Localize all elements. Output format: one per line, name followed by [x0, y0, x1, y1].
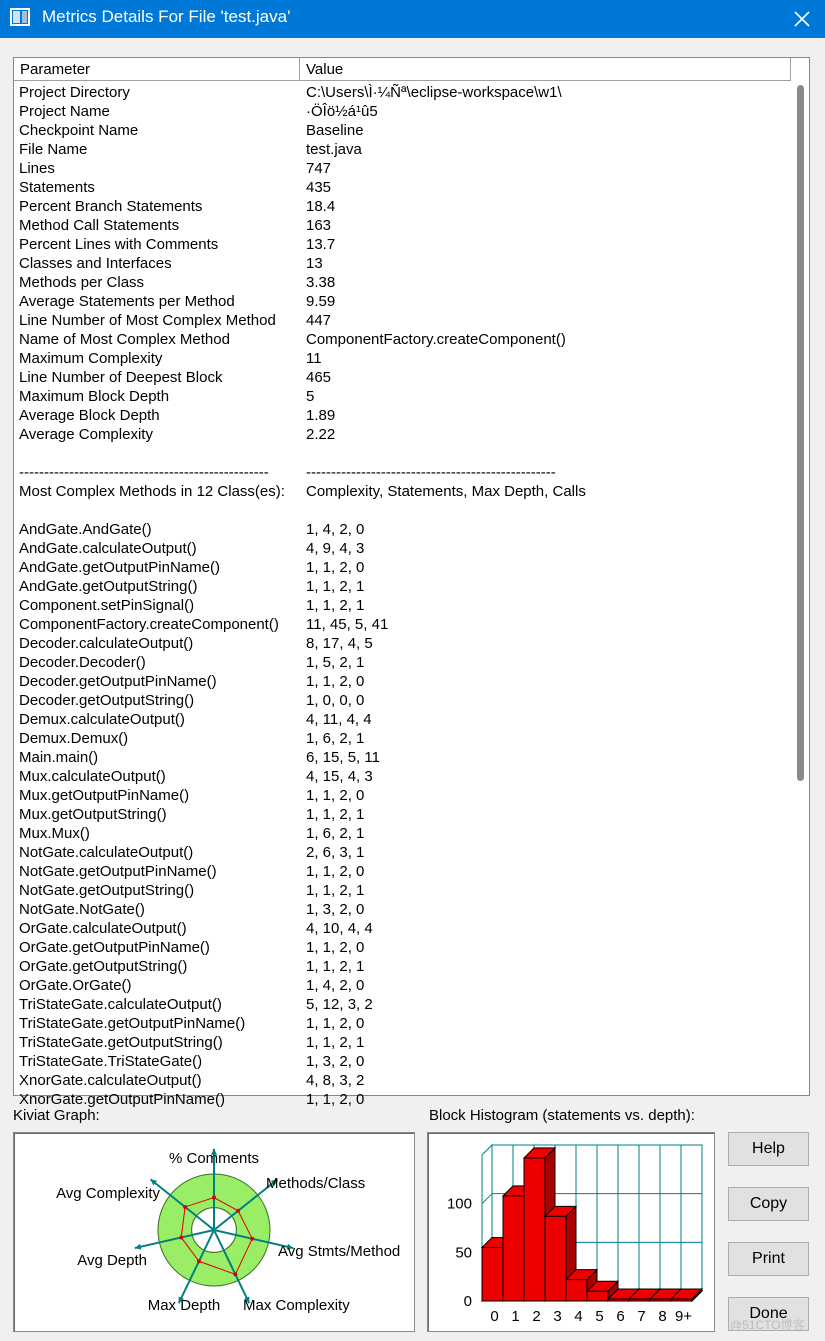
histogram-bar: [503, 1196, 524, 1301]
value-cell: 1, 1, 2, 0: [306, 559, 365, 576]
histogram-bar: [566, 1280, 587, 1301]
parameter-cell: Demux.Demux(): [19, 730, 129, 747]
table-row[interactable]: [14, 444, 792, 463]
value-cell: 4, 8, 3, 2: [306, 1072, 365, 1089]
table-row[interactable]: [14, 330, 792, 349]
value-cell: 1, 1, 2, 0: [306, 1015, 365, 1032]
kiviat-axis-label: Avg Stmts/Method: [278, 1243, 401, 1260]
value-cell: 465: [306, 369, 332, 386]
metrics-list[interactable]: [13, 57, 810, 1108]
value-cell: 4, 9, 4, 3: [306, 540, 365, 557]
value-cell: 1, 4, 2, 0: [306, 977, 365, 994]
kiviat-value-point: [212, 1196, 216, 1200]
histogram-bar: [629, 1299, 650, 1301]
table-row[interactable]: [14, 1014, 792, 1033]
value-cell: 1, 1, 2, 0: [306, 1091, 365, 1108]
kiviat-value-point: [179, 1235, 183, 1239]
table-row[interactable]: [14, 805, 792, 824]
value-cell: 9.59: [306, 293, 336, 310]
value-cell: ·ÖÎö½á¹û5: [306, 103, 378, 120]
help-button[interactable]: Help: [728, 1132, 809, 1166]
parameter-cell: Decoder.getOutputString(): [19, 692, 195, 709]
table-row[interactable]: [14, 235, 792, 254]
parameter-cell: Average Complexity: [19, 426, 153, 443]
window-title: Metrics Details For File 'test.java': [42, 7, 291, 26]
value-cell: 447: [306, 312, 332, 329]
parameter-cell: OrGate.getOutputPinName(): [19, 939, 210, 956]
parameter-cell: Project Name: [19, 103, 110, 120]
metrics-rows: [14, 83, 792, 1109]
parameter-cell: Percent Branch Statements: [19, 198, 203, 215]
column-header-parameter[interactable]: Parameter: [14, 58, 300, 81]
table-row[interactable]: [14, 102, 792, 121]
parameter-cell: NotGate.NotGate(): [19, 901, 145, 918]
table-row[interactable]: [14, 634, 792, 653]
table-row[interactable]: [14, 843, 792, 862]
kiviat-value-point: [250, 1237, 254, 1241]
app-icon: [10, 8, 30, 26]
table-row[interactable]: [14, 710, 792, 729]
histogram-bar: [671, 1299, 692, 1301]
value-cell: 1, 1, 2, 0: [306, 863, 365, 880]
table-row[interactable]: [14, 387, 792, 406]
close-button[interactable]: [779, 0, 825, 38]
kiviat-axis-label: % Comments: [168, 1150, 260, 1167]
value-cell: 3.38: [306, 274, 336, 291]
table-row[interactable]: [14, 748, 792, 767]
parameter-cell: Mux.Mux(): [19, 825, 90, 842]
table-row[interactable]: [14, 672, 792, 691]
histogram-y-tick-label: 100: [446, 1195, 472, 1213]
histogram-x-tick-label: 2: [532, 1308, 541, 1325]
table-row[interactable]: [14, 938, 792, 957]
histogram-y-tick-label: 50: [455, 1244, 472, 1262]
table-row[interactable]: [14, 767, 792, 786]
kiviat-svg: [14, 1133, 414, 1331]
parameter-cell: AndGate.getOutputPinName(): [19, 559, 220, 576]
parameter-cell: --------------------------------------------------: [19, 464, 269, 481]
parameter-cell: Most Complex Methods in 12 Class(es):: [19, 483, 285, 500]
value-cell: 1, 1, 2, 1: [306, 1034, 365, 1051]
table-row[interactable]: [14, 881, 792, 900]
parameter-cell: Main.main(): [19, 749, 99, 766]
kiviat-axis-label: Max Depth: [147, 1297, 221, 1314]
parameter-cell: NotGate.getOutputString(): [19, 882, 195, 899]
histogram-label: Block Histogram (statements vs. depth):: [429, 1107, 695, 1124]
parameter-cell: Maximum Block Depth: [19, 388, 170, 405]
value-cell: 1, 1, 2, 1: [306, 578, 365, 595]
parameter-cell: Decoder.getOutputPinName(): [19, 673, 217, 690]
histogram-svg: [428, 1133, 714, 1331]
table-row[interactable]: [14, 501, 792, 520]
print-button[interactable]: Print: [728, 1242, 809, 1276]
parameter-cell: Demux.calculateOutput(): [19, 711, 185, 728]
table-row[interactable]: [14, 1033, 792, 1052]
table-row[interactable]: [14, 596, 792, 615]
parameter-cell: Lines: [19, 160, 55, 177]
table-row[interactable]: [14, 539, 792, 558]
histogram-x-tick-label: 1: [511, 1308, 520, 1325]
table-row[interactable]: [14, 140, 792, 159]
histogram-x-tick-label: 5: [595, 1308, 604, 1325]
done-button[interactable]: Done: [728, 1297, 809, 1331]
table-row[interactable]: [14, 425, 792, 444]
table-row[interactable]: [14, 159, 792, 178]
histogram-x-tick-label: 7: [637, 1308, 646, 1325]
table-row[interactable]: [14, 995, 792, 1014]
value-cell: 2.22: [306, 426, 336, 443]
value-cell: Complexity, Statements, Max Depth, Calls: [306, 483, 586, 500]
table-row[interactable]: [14, 349, 792, 368]
parameter-cell: Mux.getOutputString(): [19, 806, 167, 823]
parameter-cell: OrGate.OrGate(): [19, 977, 132, 994]
table-row[interactable]: [14, 520, 792, 539]
kiviat-axis-label: Avg Depth: [77, 1252, 147, 1269]
table-row[interactable]: [14, 729, 792, 748]
table-row[interactable]: [14, 976, 792, 995]
value-cell: 1, 0, 0, 0: [306, 692, 365, 709]
parameter-cell: Average Block Depth: [19, 407, 160, 424]
parameter-cell: Methods per Class: [19, 274, 145, 291]
parameter-cell: NotGate.calculateOutput(): [19, 844, 194, 861]
value-cell: 747: [306, 160, 332, 177]
value-cell: Baseline: [306, 122, 364, 139]
parameter-cell: File Name: [19, 141, 88, 158]
kiviat-value-point: [236, 1209, 240, 1213]
value-cell: 6, 15, 5, 11: [306, 749, 380, 766]
copy-button[interactable]: Copy: [728, 1187, 809, 1221]
value-cell: 1, 1, 2, 1: [306, 597, 365, 614]
table-row[interactable]: [14, 615, 792, 634]
parameter-cell: AndGate.calculateOutput(): [19, 540, 197, 557]
vertical-scrollbar[interactable]: [791, 58, 809, 1095]
table-row[interactable]: [14, 463, 792, 482]
value-cell: 1, 1, 2, 0: [306, 939, 365, 956]
value-cell: ComponentFactory.createComponent(): [306, 331, 566, 348]
title-bar: [0, 0, 825, 38]
table-row[interactable]: [14, 786, 792, 805]
table-row[interactable]: [14, 691, 792, 710]
table-row[interactable]: [14, 900, 792, 919]
histogram-x-tick-label: 4: [574, 1308, 583, 1325]
value-cell: 11: [306, 350, 322, 367]
parameter-cell: Percent Lines with Comments: [19, 236, 219, 253]
table-row[interactable]: [14, 254, 792, 273]
block-histogram: [427, 1132, 715, 1332]
table-row[interactable]: [14, 919, 792, 938]
table-row[interactable]: [14, 957, 792, 976]
table-row[interactable]: [14, 197, 792, 216]
value-cell: 5, 12, 3, 2: [306, 996, 373, 1013]
parameter-cell: OrGate.getOutputString(): [19, 958, 188, 975]
histogram-x-tick-label: 8: [658, 1308, 667, 1325]
parameter-cell: Classes and Interfaces: [19, 255, 172, 272]
parameter-cell: OrGate.calculateOutput(): [19, 920, 187, 937]
kiviat-label: Kiviat Graph:: [13, 1107, 100, 1124]
value-cell: 13: [306, 255, 323, 272]
parameter-cell: XnorGate.calculateOutput(): [19, 1072, 202, 1089]
histogram-bar: [482, 1247, 503, 1301]
parameter-cell: Line Number of Deepest Block: [19, 369, 223, 386]
parameter-cell: Component.setPinSignal(): [19, 597, 195, 614]
kiviat-axis-label: Max Complexity: [243, 1297, 350, 1314]
histogram-x-tick-label: 3: [553, 1308, 562, 1325]
table-row[interactable]: [14, 482, 792, 501]
table-row[interactable]: [14, 406, 792, 425]
table-row[interactable]: [14, 577, 792, 596]
close-icon: [794, 11, 810, 27]
parameter-cell: Statements: [19, 179, 95, 196]
value-cell: 435: [306, 179, 332, 196]
table-row[interactable]: [14, 653, 792, 672]
histogram-y-tick-label: 0: [463, 1293, 472, 1310]
parameter-cell: Average Statements per Method: [19, 293, 235, 310]
table-row[interactable]: [14, 311, 792, 330]
value-cell: 163: [306, 217, 332, 234]
histogram-bar: [608, 1299, 629, 1301]
value-cell: 4, 15, 4, 3: [306, 768, 373, 785]
value-cell: 1, 1, 2, 1: [306, 806, 365, 823]
value-cell: test.java: [306, 141, 362, 158]
parameter-cell: TriStateGate.getOutputPinName(): [19, 1015, 246, 1032]
table-row[interactable]: [14, 273, 792, 292]
histogram-x-tick-label: 6: [616, 1308, 625, 1325]
value-cell: 1, 1, 2, 1: [306, 958, 365, 975]
parameter-cell: AndGate.getOutputString(): [19, 578, 198, 595]
parameter-cell: Maximum Complexity: [19, 350, 163, 367]
kiviat-value-point: [233, 1272, 237, 1276]
kiviat-axis-label: Avg Complexity: [56, 1185, 160, 1202]
parameter-cell: Decoder.calculateOutput(): [19, 635, 194, 652]
value-cell: 13.7: [306, 236, 336, 253]
kiviat-value-point: [183, 1205, 187, 1209]
parameter-cell: NotGate.getOutputPinName(): [19, 863, 217, 880]
table-row[interactable]: [14, 1071, 792, 1090]
value-cell: 1, 6, 2, 1: [306, 730, 365, 747]
value-cell: 18.4: [306, 198, 336, 215]
kiviat-axis-label: Methods/Class: [266, 1175, 366, 1192]
parameter-cell: TriStateGate.TriStateGate(): [19, 1053, 203, 1070]
parameter-cell: Mux.calculateOutput(): [19, 768, 166, 785]
table-row[interactable]: [14, 558, 792, 577]
kiviat-value-point: [197, 1259, 201, 1263]
value-cell: 1, 1, 2, 1: [306, 882, 365, 899]
histogram-bar: [587, 1291, 608, 1301]
parameter-cell: TriStateGate.getOutputString(): [19, 1034, 223, 1051]
parameter-cell: Method Call Statements: [19, 217, 180, 234]
parameter-cell: AndGate.AndGate(): [19, 521, 152, 538]
column-header-value[interactable]: Value: [300, 58, 791, 81]
value-cell: 1, 5, 2, 1: [306, 654, 365, 671]
parameter-cell: Checkpoint Name: [19, 122, 139, 139]
parameter-cell: Decoder.Decoder(): [19, 654, 146, 671]
table-row[interactable]: [14, 1052, 792, 1071]
value-cell: 1, 1, 2, 0: [306, 787, 365, 804]
value-cell: 1, 1, 2, 0: [306, 673, 365, 690]
histogram-x-tick-label: 0: [490, 1308, 499, 1325]
histogram-bar: [650, 1299, 671, 1301]
parameter-cell: ComponentFactory.createComponent(): [19, 616, 279, 633]
value-cell: 4, 10, 4, 4: [306, 920, 373, 937]
table-row[interactable]: [14, 862, 792, 881]
table-row[interactable]: [14, 83, 792, 102]
parameter-cell: TriStateGate.calculateOutput(): [19, 996, 222, 1013]
parameter-cell: Line Number of Most Complex Method: [19, 312, 276, 329]
value-cell: 4, 11, 4, 4: [306, 711, 372, 728]
value-cell: 1, 3, 2, 0: [306, 1053, 365, 1070]
table-row[interactable]: [14, 121, 792, 140]
list-header: [14, 58, 792, 81]
histogram-bar: [524, 1158, 545, 1301]
parameter-cell: Mux.getOutputPinName(): [19, 787, 190, 804]
parameter-cell: Project Directory: [19, 84, 130, 101]
scrollbar-thumb[interactable]: [797, 85, 804, 781]
value-cell: C:\Users\Ì·¼Ñª\eclipse-workspace\w1\: [306, 84, 562, 101]
value-cell: 1, 4, 2, 0: [306, 521, 365, 538]
watermark: @51CTO博客: [730, 1318, 805, 1332]
histogram-x-tick-label: 9+: [674, 1308, 693, 1325]
value-cell: 1, 6, 2, 1: [306, 825, 365, 842]
value-cell: --------------------------------------------------: [306, 464, 556, 481]
table-row[interactable]: [14, 216, 792, 235]
table-row[interactable]: [14, 824, 792, 843]
kiviat-graph: [13, 1132, 415, 1332]
table-row[interactable]: [14, 292, 792, 311]
parameter-cell: XnorGate.getOutputPinName(): [19, 1091, 225, 1108]
value-cell: 1.89: [306, 407, 336, 424]
value-cell: 8, 17, 4, 5: [306, 635, 373, 652]
parameter-cell: Name of Most Complex Method: [19, 331, 230, 348]
table-row[interactable]: [14, 178, 792, 197]
value-cell: 1, 3, 2, 0: [306, 901, 365, 918]
value-cell: 11, 45, 5, 41: [306, 616, 389, 633]
value-cell: 5: [306, 388, 315, 405]
table-row[interactable]: [14, 368, 792, 387]
histogram-bar: [545, 1216, 566, 1301]
value-cell: 2, 6, 3, 1: [306, 844, 365, 861]
